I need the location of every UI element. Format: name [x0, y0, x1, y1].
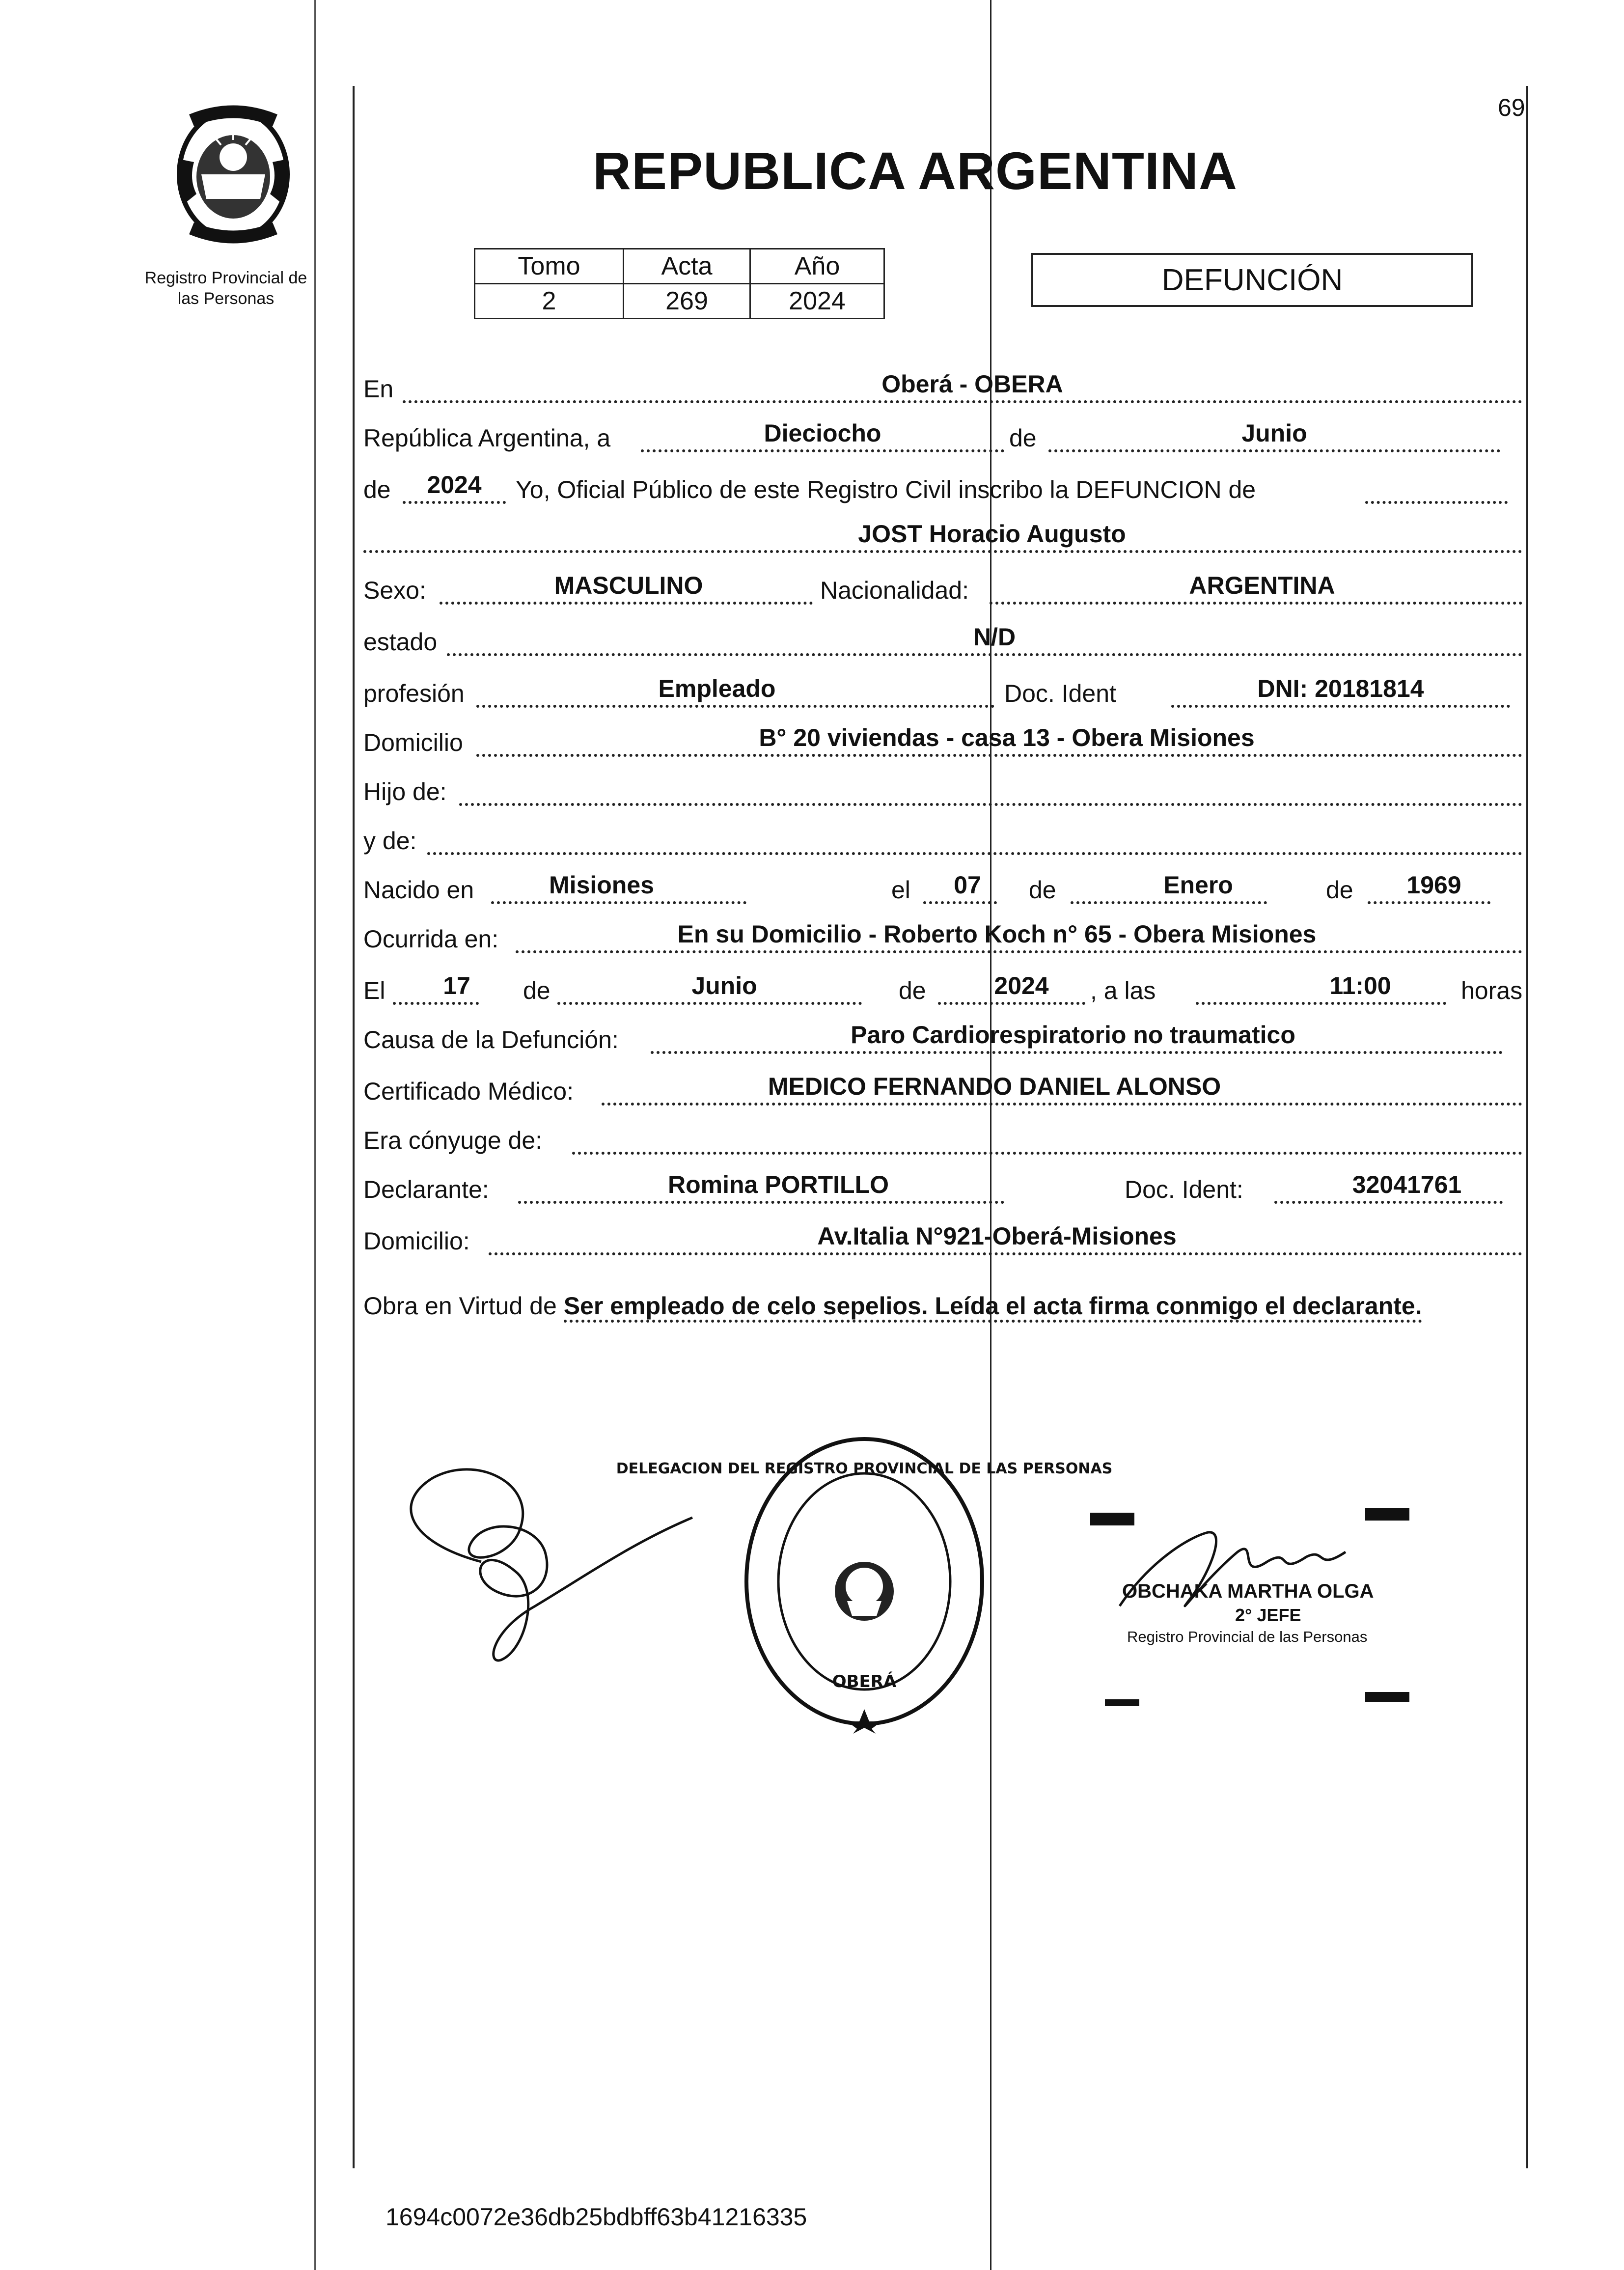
conyuge-field	[572, 1120, 1522, 1155]
binding-line	[314, 0, 316, 2270]
doc2-label: Doc. Ident:	[1125, 1176, 1243, 1203]
nacido-mes-value: Enero	[1163, 871, 1233, 899]
doc-value: DNI: 20181814	[1257, 675, 1424, 702]
row-conyuge	[363, 1117, 1522, 1162]
document-title: REPUBLICA ARGENTINA	[593, 141, 1238, 200]
nacido-anio-value: 1969	[1406, 871, 1461, 899]
obra-value: Ser empleado de celo sepelios. Leída el acta firma conmigo el declarante.	[564, 1292, 1422, 1323]
day-value: Dieciocho	[764, 419, 881, 447]
ocurrida-value: En su Domicilio - Roberto Koch n° 65 - Obera Misiones	[677, 920, 1317, 948]
tomo-value: 2	[475, 284, 624, 319]
en-label: En	[363, 375, 394, 403]
row-causa	[363, 1017, 1522, 1061]
deceased-name-value: JOST Horacio Augusto	[858, 520, 1126, 548]
acta-value: 269	[624, 284, 750, 319]
profesion-value: Empleado	[658, 675, 776, 702]
nacido-dia-value: 07	[954, 871, 981, 899]
row-place	[363, 366, 1522, 410]
muerte-anio-value: 2024	[994, 972, 1049, 999]
page-number: 69	[1498, 94, 1525, 121]
right-border-line	[1526, 86, 1528, 2168]
de-label2: de	[1029, 876, 1056, 904]
official-name: OBCHAKA MARTHA OLGA	[1122, 1580, 1374, 1602]
month-value: Junio	[1241, 419, 1307, 447]
row-certificado	[363, 1068, 1522, 1112]
domicilio-value: B° 20 viviendas - casa 13 - Obera Misiones	[759, 724, 1255, 751]
sexo-label: Sexo:	[363, 577, 426, 604]
declarant-signature	[378, 1444, 722, 1699]
anio-header: Año	[750, 249, 884, 284]
hijo-label: Hijo de:	[363, 778, 447, 805]
left-border-line	[353, 86, 355, 2168]
muerte-mes-value: Junio	[691, 972, 757, 999]
declarante-value: Romina PORTILLO	[668, 1171, 889, 1198]
seal-city: OBERÁ	[832, 1672, 897, 1691]
ocurrida-label: Ocurrida en:	[363, 925, 499, 953]
row-declarante	[363, 1166, 1522, 1211]
causa-label: Causa de la Defunción:	[363, 1026, 619, 1053]
horas-label: horas	[1461, 977, 1523, 1004]
conyuge-label: Era cónyuge de:	[363, 1127, 543, 1154]
hora-field	[1196, 970, 1446, 1005]
row-domicilio2	[363, 1218, 1522, 1262]
hijo-field	[459, 772, 1522, 806]
estado-value: N/D	[973, 623, 1016, 651]
anio-value: 2024	[750, 284, 884, 319]
alas-label: , a las	[1090, 977, 1156, 1004]
statement-field-end	[1365, 470, 1508, 504]
de-label3: de	[1326, 876, 1353, 904]
official-title: 2° JEFE	[1235, 1605, 1301, 1625]
yde-label: y de:	[363, 827, 417, 855]
acta-header: Acta	[624, 249, 750, 284]
registry-name-line2: las Personas	[177, 289, 275, 308]
row-hijo	[363, 769, 1522, 813]
doc2-value: 32041761	[1352, 1171, 1462, 1198]
de-label: de	[1009, 424, 1037, 452]
republica-label: República Argentina, a	[363, 424, 611, 452]
row-estado	[363, 619, 1522, 663]
yde-field	[427, 821, 1522, 855]
row-sex-nationality	[363, 567, 1522, 611]
hora-value: 11:00	[1329, 972, 1391, 999]
row-profession	[363, 670, 1522, 715]
row-yde	[363, 818, 1522, 862]
registry-seal	[616, 1429, 1113, 1734]
seal-ring-text: DELEGACION DEL REGISTRO PROVINCIAL DE LAS PERSONAS	[616, 1460, 1113, 1477]
certificado-label: Certificado Médico:	[363, 1078, 574, 1105]
row-birth	[363, 867, 1522, 911]
row-domicilio	[363, 720, 1522, 764]
registry-name-line1: Registro Provincial de	[144, 269, 307, 287]
obra-label: Obra en Virtud de	[363, 1292, 557, 1320]
declarante-label: Declarante:	[363, 1176, 489, 1203]
row-deceased-name	[363, 516, 1522, 560]
reference-value-row	[475, 284, 884, 319]
causa-value: Paro Cardiorespiratorio no traumatico	[851, 1021, 1295, 1049]
place-value: Oberá - OBERA	[881, 370, 1063, 398]
profesion-label: profesión	[363, 680, 465, 707]
year-prefix-label: de	[363, 476, 391, 503]
official-org: Registro Provincial de las Personas	[1127, 1628, 1368, 1645]
el-label2: El	[363, 977, 385, 1004]
year-value: 2024	[427, 471, 482, 498]
tomo-header: Tomo	[475, 249, 624, 284]
de-label4: de	[523, 977, 551, 1004]
row-death-date	[363, 968, 1522, 1012]
nacido-label: Nacido en	[363, 876, 474, 904]
sexo-value: MASCULINO	[554, 572, 703, 599]
domicilio2-label: Domicilio:	[363, 1227, 470, 1255]
el-label: el	[891, 876, 910, 904]
nacido-lugar-value: Misiones	[549, 871, 654, 899]
obra-paragraph	[363, 1289, 1522, 1323]
domicilio-label: Domicilio	[363, 729, 463, 756]
registry-statement: Yo, Oficial Público de este Registro Civil inscribo la DEFUNCION de	[516, 476, 1256, 503]
estado-label: estado	[363, 628, 438, 656]
doc-label: Doc. Ident	[1004, 680, 1116, 707]
de-label5: de	[899, 977, 926, 1004]
record-type-box: DEFUNCIÓN	[1031, 253, 1473, 307]
muerte-dia-value: 17	[443, 972, 470, 999]
nacionalidad-value: ARGENTINA	[1189, 572, 1335, 599]
certificado-value: MEDICO FERNANDO DANIEL ALONSO	[768, 1073, 1221, 1100]
nacionalidad-label: Nacionalidad:	[820, 577, 969, 604]
registry-name	[123, 268, 329, 309]
reference-table	[474, 248, 885, 319]
row-ocurrida	[363, 916, 1522, 960]
reference-header-row	[475, 249, 884, 284]
document-hash: 1694c0072e36db25bdbff63b41216335	[385, 2203, 807, 2231]
domicilio2-value: Av.Italia N°921-Oberá-Misiones	[817, 1222, 1177, 1250]
row-statement	[363, 467, 1522, 511]
row-date	[363, 415, 1522, 459]
